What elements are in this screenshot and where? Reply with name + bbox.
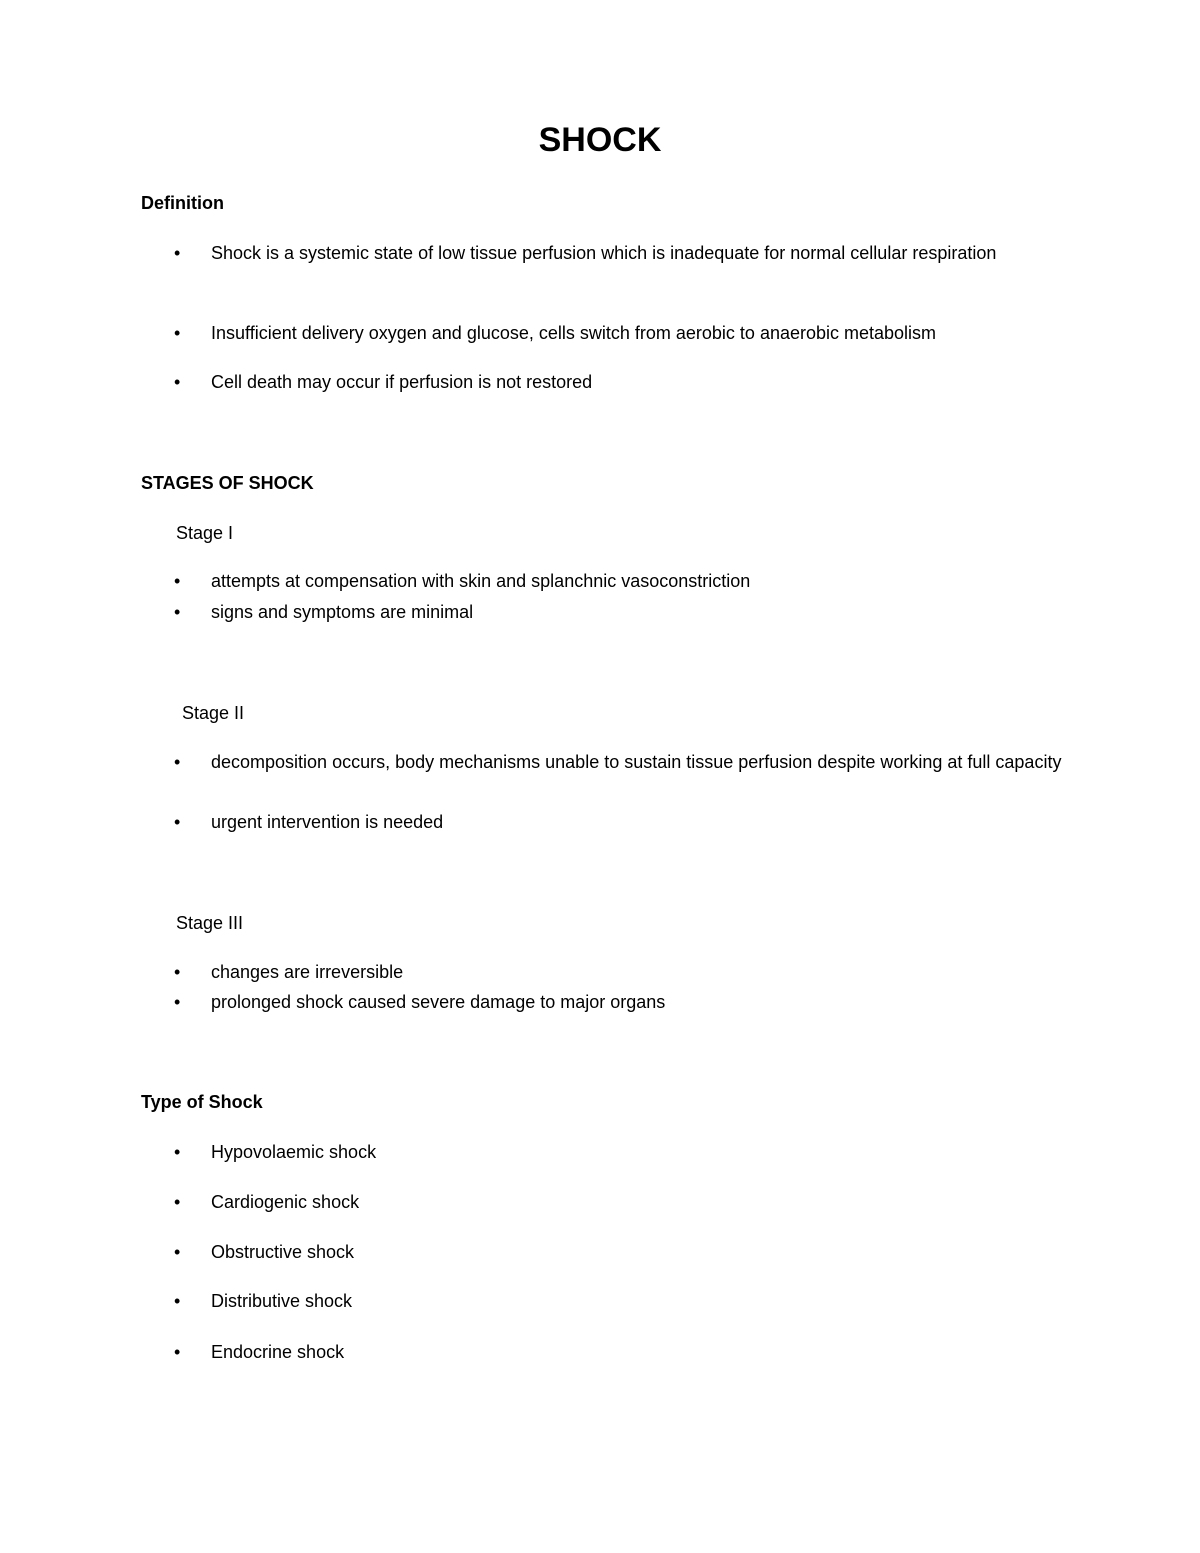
stage-item: decomposition occurs, body mechanisms unable to sustain tissue perfusion despite working at full capacity <box>211 752 1062 772</box>
definition-item: Cell death may occur if perfusion is not restored <box>211 372 593 392</box>
definition-item: Shock is a systemic state of low tissue perfusion which is inadequate for normal cellular respiration <box>211 243 997 263</box>
bullet: • <box>174 992 181 1012</box>
bullet: • <box>174 372 181 392</box>
bullet: • <box>174 1242 181 1262</box>
types-heading: Type of Shock <box>141 1092 263 1112</box>
type-item: Obstructive shock <box>211 1242 355 1262</box>
stage-item: attempts at compensation with skin and splanchnic vasoconstriction <box>211 571 751 591</box>
bullet: • <box>174 1192 181 1212</box>
bullet: • <box>174 962 181 982</box>
bullet: • <box>174 752 181 772</box>
bullet: • <box>174 602 181 622</box>
type-item: Cardiogenic shock <box>211 1192 360 1212</box>
bullet: • <box>174 323 181 343</box>
definition-item: Insufficient delivery oxygen and glucose, cells switch from aerobic to anaerobic metabolism <box>211 323 937 343</box>
stages-heading: STAGES OF SHOCK <box>141 473 314 493</box>
bullet: • <box>174 1342 181 1362</box>
bullet: • <box>174 812 181 832</box>
definition-heading: Definition <box>141 193 224 213</box>
stage-label: Stage III <box>176 913 244 933</box>
type-item: Endocrine shock <box>211 1342 345 1362</box>
bullet: • <box>174 1291 181 1311</box>
bullet: • <box>174 571 181 591</box>
type-item: Hypovolaemic shock <box>211 1142 377 1162</box>
document-title: SHOCK <box>538 121 662 159</box>
stage-item: signs and symptoms are minimal <box>211 602 474 622</box>
stage-item: changes are irreversible <box>211 962 404 982</box>
stage-label: Stage I <box>176 523 234 543</box>
stage-label: Stage II <box>182 703 245 723</box>
stage-item: urgent intervention is needed <box>211 812 444 832</box>
stage-item: prolonged shock caused severe damage to major organs <box>211 992 666 1012</box>
type-item: Distributive shock <box>211 1291 353 1311</box>
bullet: • <box>174 243 181 263</box>
bullet: • <box>174 1142 181 1162</box>
